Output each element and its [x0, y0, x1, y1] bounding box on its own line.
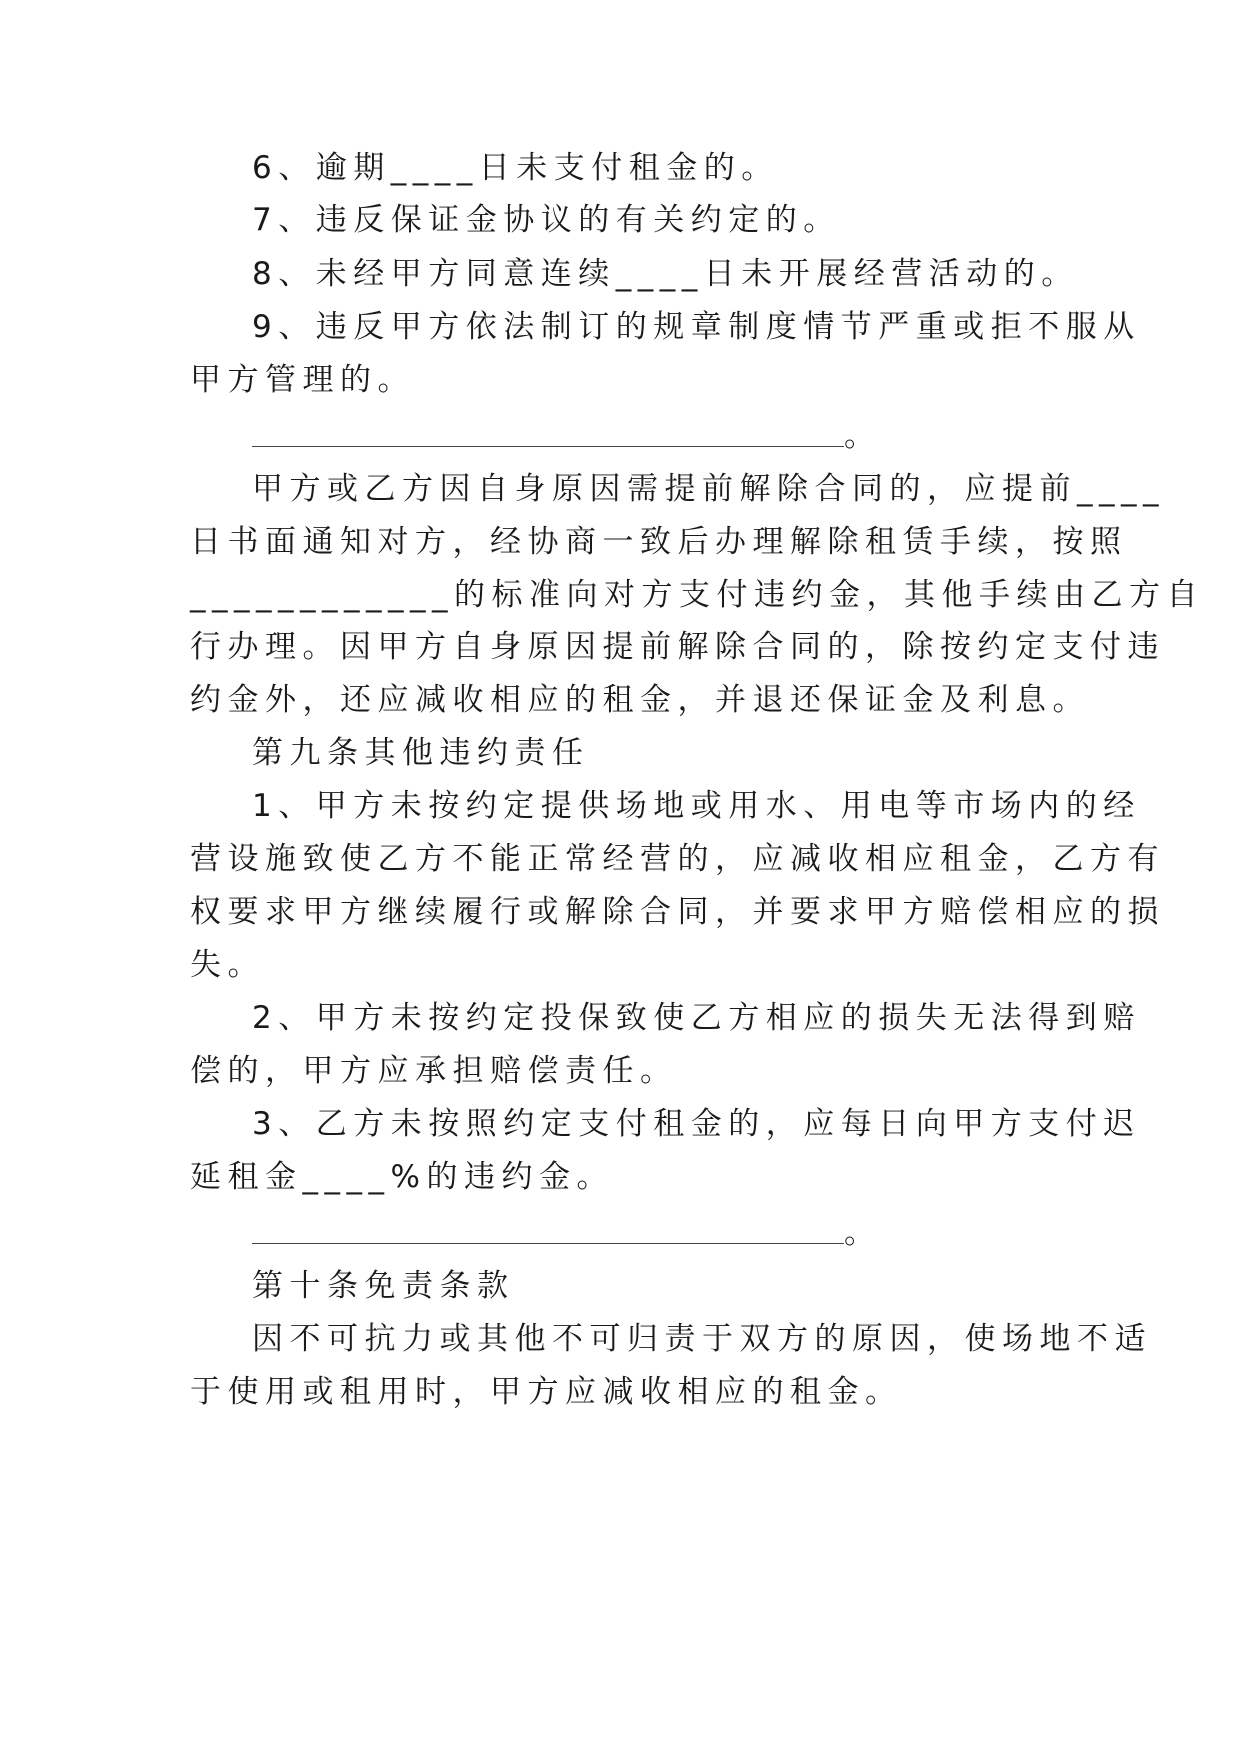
termination-paragraph-line-2: 日书面通知对方，经协商一致后办理解除租赁手续，按照	[190, 524, 1128, 560]
clause-line-9-cont: 甲方管理的。	[190, 362, 415, 398]
clause-line-6: 6、逾期____日未支付租金的。	[252, 150, 779, 186]
termination-paragraph-line-4: 行办理。因甲方自身原因提前解除合同的，除按约定支付违	[190, 629, 1165, 665]
article-10-line-2: 于使用或租用时，甲方应减收相应的租金。	[190, 1374, 903, 1410]
article-9-item-1-line-2: 营设施致使乙方不能正常经营的，应减收相应租金，乙方有	[190, 841, 1165, 877]
blank-line-end-mark: 。	[844, 418, 875, 454]
article-9-item-3-line-2: 延租金____%的违约金。	[190, 1159, 614, 1195]
clause-line-7: 7、违反保证金协议的有关约定的。	[252, 202, 841, 238]
blank-line-2	[252, 1212, 875, 1252]
article-9-item-3-line-1: 3、乙方未按照约定支付租金的，应每日向甲方支付迟	[252, 1106, 1141, 1142]
article-9-item-1-line-3: 权要求甲方继续履行或解除合同，并要求甲方赔偿相应的损	[190, 894, 1165, 930]
article-9-item-1-line-4: 失。	[190, 947, 265, 983]
clause-line-9: 9、违反甲方依法制订的规章制度情节严重或拒不服从	[252, 309, 1141, 345]
blank-rule	[252, 446, 844, 447]
clause-line-8: 8、未经甲方同意连续____日未开展经营活动的。	[252, 256, 1079, 292]
termination-paragraph-line-3: ____________的标准向对方支付违约金，其他手续由乙方自	[190, 577, 1204, 613]
blank-line-end-mark: 。	[844, 1215, 875, 1251]
article-9-item-2-line-2: 偿的，甲方应承担赔偿责任。	[190, 1053, 678, 1089]
blank-line-1	[252, 415, 875, 455]
termination-paragraph-line-1: 甲方或乙方因自身原因需提前解除合同的，应提前____	[252, 471, 1165, 507]
article-9-item-1-line-1: 1、甲方未按约定提供场地或用水、用电等市场内的经	[252, 788, 1141, 824]
termination-paragraph-line-5: 约金外，还应减收相应的租金，并退还保证金及利息。	[190, 682, 1090, 718]
article-10-line-1: 因不可抗力或其他不可归责于双方的原因，使场地不适	[252, 1321, 1152, 1357]
article-10-heading: 第十条免责条款	[252, 1268, 515, 1304]
article-9-item-2-line-1: 2、甲方未按约定投保致使乙方相应的损失无法得到赔	[252, 1000, 1141, 1036]
article-9-heading: 第九条其他违约责任	[252, 735, 590, 771]
blank-rule	[252, 1243, 844, 1244]
